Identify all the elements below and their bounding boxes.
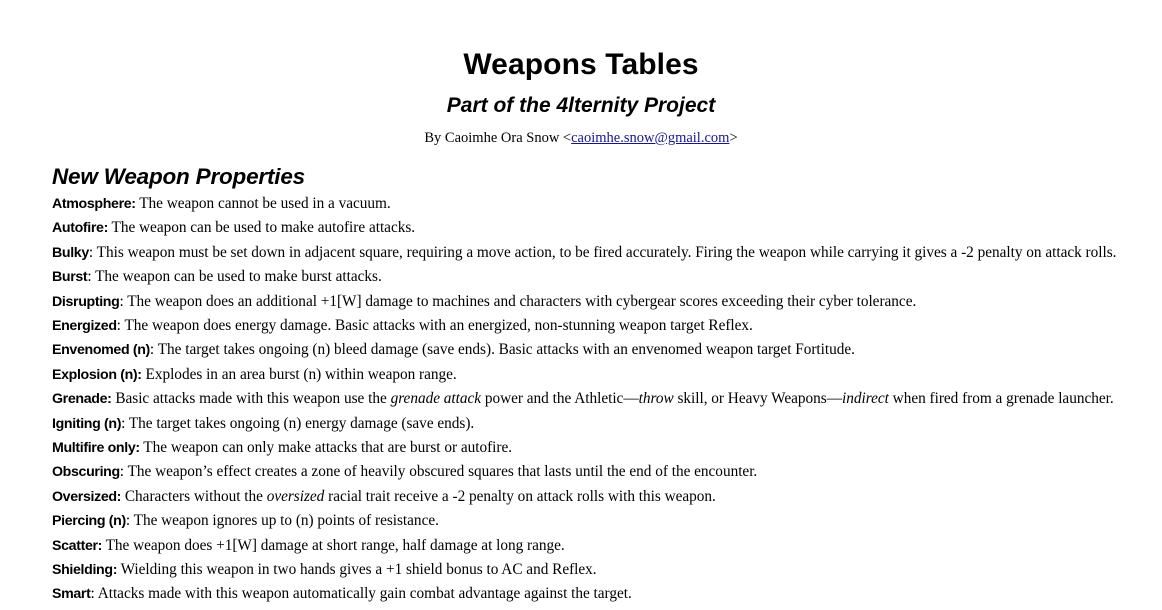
section-heading-new-weapon-properties: New Weapon Properties [52, 164, 305, 190]
weapon-property-item [52, 534, 1110, 558]
weapon-property-term: Envenomed (n): [52, 341, 155, 359]
property-term-colon: : [149, 341, 155, 359]
property-term-colon: : [90, 585, 95, 603]
weapon-property-item [52, 314, 1110, 338]
weapon-property-item [52, 582, 1110, 606]
weapon-property-description: The weapon cannot be used in a vacuum. [139, 194, 391, 212]
weapon-property-description: Explodes in an area burst (n) within weapon range. [145, 365, 457, 383]
property-term-colon: : [88, 243, 94, 261]
weapon-property-description: The weapon does +1[W] damage at short range, half damage at long range. [105, 536, 565, 554]
weapon-property-item [52, 436, 1110, 460]
weapon-property-term: Disrupting: [52, 292, 124, 310]
weapon-property-term: Explosion (n): [52, 366, 142, 383]
byline-prefix: By Caoimhe Ora Snow < [424, 130, 572, 147]
weapon-property-term: Energized: [52, 316, 121, 334]
page-subtitle: Part of the 4lternity Project [446, 94, 716, 117]
weapon-property-description: The target takes ongoing (n) bleed damage (save ends). Basic attacks with an envenomed weapon target Fortitude. [157, 341, 855, 359]
weapon-property-description: Characters without the oversized racial trait receive a -2 penalty on attack rolls with this weapon. [124, 487, 716, 505]
author-email-link[interactable]: caoimhe.snow@gmail.com [571, 130, 730, 147]
weapon-property-term: Multifire only: [52, 439, 140, 456]
weapon-property-description: The weapon does energy damage. Basic attacks with an energized, non-stunning weapon target Reflex. [124, 316, 753, 334]
weapon-property-term: Igniting (n): [52, 414, 126, 432]
weapon-property-term: Shielding: [52, 561, 118, 578]
weapon-property-description: The weapon can be used to make autofire attacks. [111, 219, 416, 237]
weapon-property-term: Burst: [52, 268, 92, 286]
weapon-property-description: The weapon does an additional +1[W] damage to machines and characters with cybergear scores exceeding their cyber tolerance. [127, 292, 917, 310]
weapon-property-item [52, 558, 1110, 582]
weapon-property-item [52, 485, 1110, 509]
weapon-property-term: Atmosphere: [52, 195, 136, 212]
weapon-property-term: Oversized: [52, 488, 122, 505]
weapon-property-term: Autofire: [52, 220, 108, 237]
weapon-property-term: Obscuring: [52, 463, 125, 481]
weapon-property-description: The weapon’s effect creates a zone of heavily obscured squares that lasts until the end of the encounter. [127, 463, 758, 481]
weapon-property-term: Scatter: [52, 537, 103, 554]
weapon-property-item [52, 387, 1114, 411]
weapon-property-description: The weapon can be used to make burst attacks. [95, 268, 382, 286]
weapon-property-item [52, 363, 1110, 387]
weapon-property-term: Smart: [52, 585, 95, 603]
weapon-property-item [52, 412, 1110, 436]
weapon-property-item [52, 338, 1110, 362]
weapon-property-description: The weapon can only make attacks that are burst or autofire. [143, 438, 513, 456]
weapon-property-description: This weapon must be set down in adjacent square, requiring a move action, to be fired accurately. Firing the weapon while carrying it gives a -2 penalty on attack rolls. [96, 243, 1117, 261]
weapon-property-description: Basic attacks made with this weapon use the grenade attack power and the Athletic—throw skill, or Heavy Weapons—indirect when fired from a grenade launcher. [115, 390, 1114, 408]
weapon-property-term: Grenade: [52, 391, 112, 408]
weapon-property-item [52, 290, 1110, 314]
weapon-property-item [52, 216, 1110, 240]
page-title: Weapons Tables [463, 48, 699, 81]
weapon-property-description: The target takes ongoing (n) energy damage (save ends). [128, 414, 475, 432]
weapon-property-term: Bulky: [52, 243, 94, 261]
weapon-property-description: Wielding this weapon in two hands gives a +1 shield bonus to AC and Reflex. [120, 560, 597, 578]
weapon-property-item [52, 460, 1110, 484]
property-term-colon: : [87, 268, 92, 286]
weapon-properties-list [52, 192, 1117, 607]
weapon-property-item [52, 265, 1110, 289]
weapon-property-item [52, 192, 1110, 216]
property-term-colon: : [116, 316, 121, 334]
weapon-property-description: Attacks made with this weapon automatically gain combat advantage against the target. [97, 585, 632, 603]
property-term-colon: : [125, 512, 131, 530]
byline [52, 118, 1110, 147]
weapon-property-description: The weapon ignores up to (n) points of resistance. [133, 512, 439, 530]
weapon-property-item [52, 509, 1110, 533]
weapon-property-item [52, 241, 1117, 265]
weapon-property-term: Piercing (n): [52, 512, 131, 530]
byline-suffix: > [729, 130, 738, 147]
property-term-colon: : [121, 414, 126, 432]
property-term-colon: : [119, 292, 124, 310]
property-term-colon: : [119, 463, 125, 481]
